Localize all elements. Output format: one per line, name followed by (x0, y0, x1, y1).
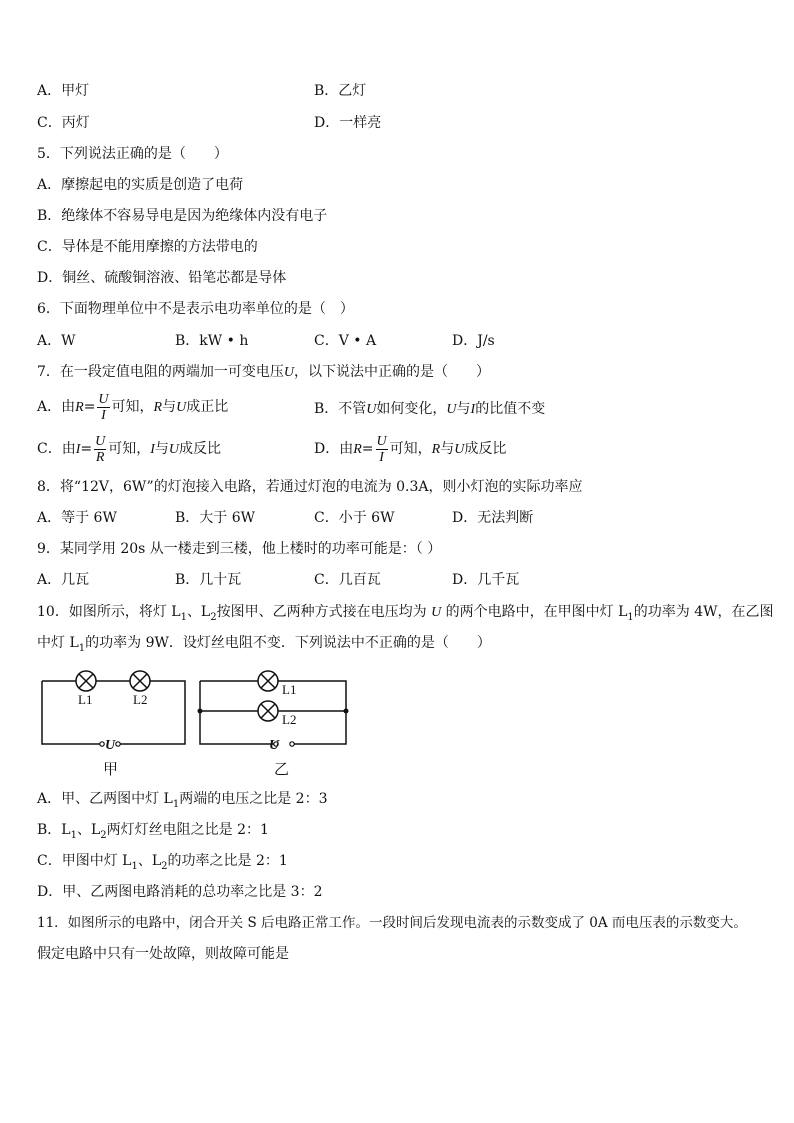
q7-a-fraction: $\frac{U}{I}$ (98, 391, 109, 423)
q7-c-fraction: $\frac{U}{R}$ (95, 433, 106, 465)
q9-option-b: B．几十瓦 (175, 572, 242, 588)
lamp-l1-jia-icon (76, 671, 96, 691)
q4-option-d: D．一样亮 (314, 115, 382, 131)
q6-option-b: B．kW • h (175, 333, 249, 349)
q5-option-c: C．导体是不能用摩擦的方法带电的 (37, 239, 258, 255)
q10-option-a: A．甲、乙两图中灯 $L_1$两端的电压之比是 2：3 (37, 791, 328, 810)
q4-option-a: A．甲灯 (37, 83, 90, 99)
q9-option-c: C．几百瓦 (314, 572, 381, 588)
q9-stem: 9．某同学用 20s 从一楼走到三楼，他上楼时的功率可能是：（ ） (37, 541, 442, 557)
q6-option-c: C．V • A (314, 333, 377, 349)
label-jia: 甲 (103, 762, 119, 778)
label-yi: 乙 (274, 762, 290, 778)
label-u-yi: U (269, 738, 280, 753)
lamp-l1-yi-icon (258, 671, 278, 691)
lamp-l2-yi-icon (258, 701, 278, 721)
q7-option-a: A．由R= $\frac{U}{I}$ 可知，R与U成正比 (37, 391, 229, 423)
junction-left-icon (198, 709, 203, 714)
q5-option-a: A．摩擦起电的实质是创造了电荷 (37, 177, 244, 193)
q8-stem: 8．将“12V，6W”的灯泡接入电路，若通过灯泡的电流为 0.3A，则小灯泡的实际功率应 (37, 479, 583, 495)
q10-option-c: C．甲图中灯 $L_1$、$L_2$的功率之比是 2：1 (37, 853, 288, 872)
q4-option-c: C．丙灯 (37, 115, 90, 131)
q9-option-a: A．几瓦 (37, 572, 90, 588)
q10-option-b: B．$L_1$、$L_2$两灯灯丝电阻之比是 2：1 (37, 822, 269, 841)
label-l1-yi: L1 (282, 682, 297, 697)
lamp-l2-jia-icon (130, 671, 150, 691)
label-l2-jia: L2 (133, 692, 148, 707)
q5-option-d: D．铜丝、硫酸铜溶液、铅笔芯都是导体 (37, 270, 287, 286)
q4-option-b: B．乙灯 (314, 83, 367, 99)
q7-d-fraction: $\frac{U}{I}$ (376, 433, 387, 465)
q10-stem-line1: 10．如图所示，将灯 $L_1$、$L_2$按图甲、乙两种方式接在电压均为 U 的两个电路中，在甲图中灯 $L_1$的功率为 4W，在乙图 (37, 604, 774, 623)
q6-option-d: D．J/s (452, 333, 495, 349)
q10-option-d: D．甲、乙两图电路消耗的总功率之比是 3：2 (37, 884, 323, 900)
label-l1-jia: L1 (78, 692, 93, 707)
q7-stem: 7．在一段定值电阻的两端加一可变电压U，以下说法中正确的是（ ） (37, 364, 491, 380)
junction-right-icon (344, 709, 349, 714)
q10-circuit-figure (30, 662, 360, 780)
q5-option-b: B．绝缘体不容易导电是因为绝缘体内没有电子 (37, 208, 328, 224)
q8-option-a: A．等于 6W (37, 510, 117, 526)
label-u-jia: U (105, 738, 116, 753)
q7-option-c: C．由I= $\frac{U}{R}$ 可知，I与U成反比 (37, 433, 222, 465)
q8-option-d: D．无法判断 (452, 510, 534, 526)
q9-option-d: D．几千瓦 (452, 572, 520, 588)
terminal-right-jia-icon (116, 742, 120, 746)
label-l2-yi: L2 (282, 712, 297, 727)
q11-stem-line2: 假定电路中只有一处故障，则故障可能是 (37, 946, 289, 962)
q6-stem: 6．下面物理单位中不是表示电功率单位的是（ ） (37, 301, 354, 317)
terminal-right-yi-icon (290, 742, 294, 746)
circuit-jia (42, 681, 185, 744)
q10-stem-line2: 中灯 $L_1$的功率为 9W．设灯丝电阻不变．下列说法中不正确的是（ ） (37, 635, 491, 654)
q8-option-c: C．小于 6W (314, 510, 395, 526)
q7-option-b: B．不管U如何变化，U与I的比值不变 (314, 401, 546, 417)
q5-stem: 5．下列说法正确的是（ ） (37, 146, 228, 162)
terminal-left-jia-icon (100, 742, 104, 746)
q11-stem-line1: 11．如图所示的电路中，闭合开关 S 后电路正常工作。一段时间后发现电流表的示数变成了 0A 而电压表的示数变大。 (37, 915, 747, 931)
q6-option-a: A．W (37, 333, 76, 349)
q7-option-d: D．由R= $\frac{U}{I}$ 可知，R与U成反比 (314, 433, 507, 465)
q8-option-b: B．大于 6W (175, 510, 256, 526)
